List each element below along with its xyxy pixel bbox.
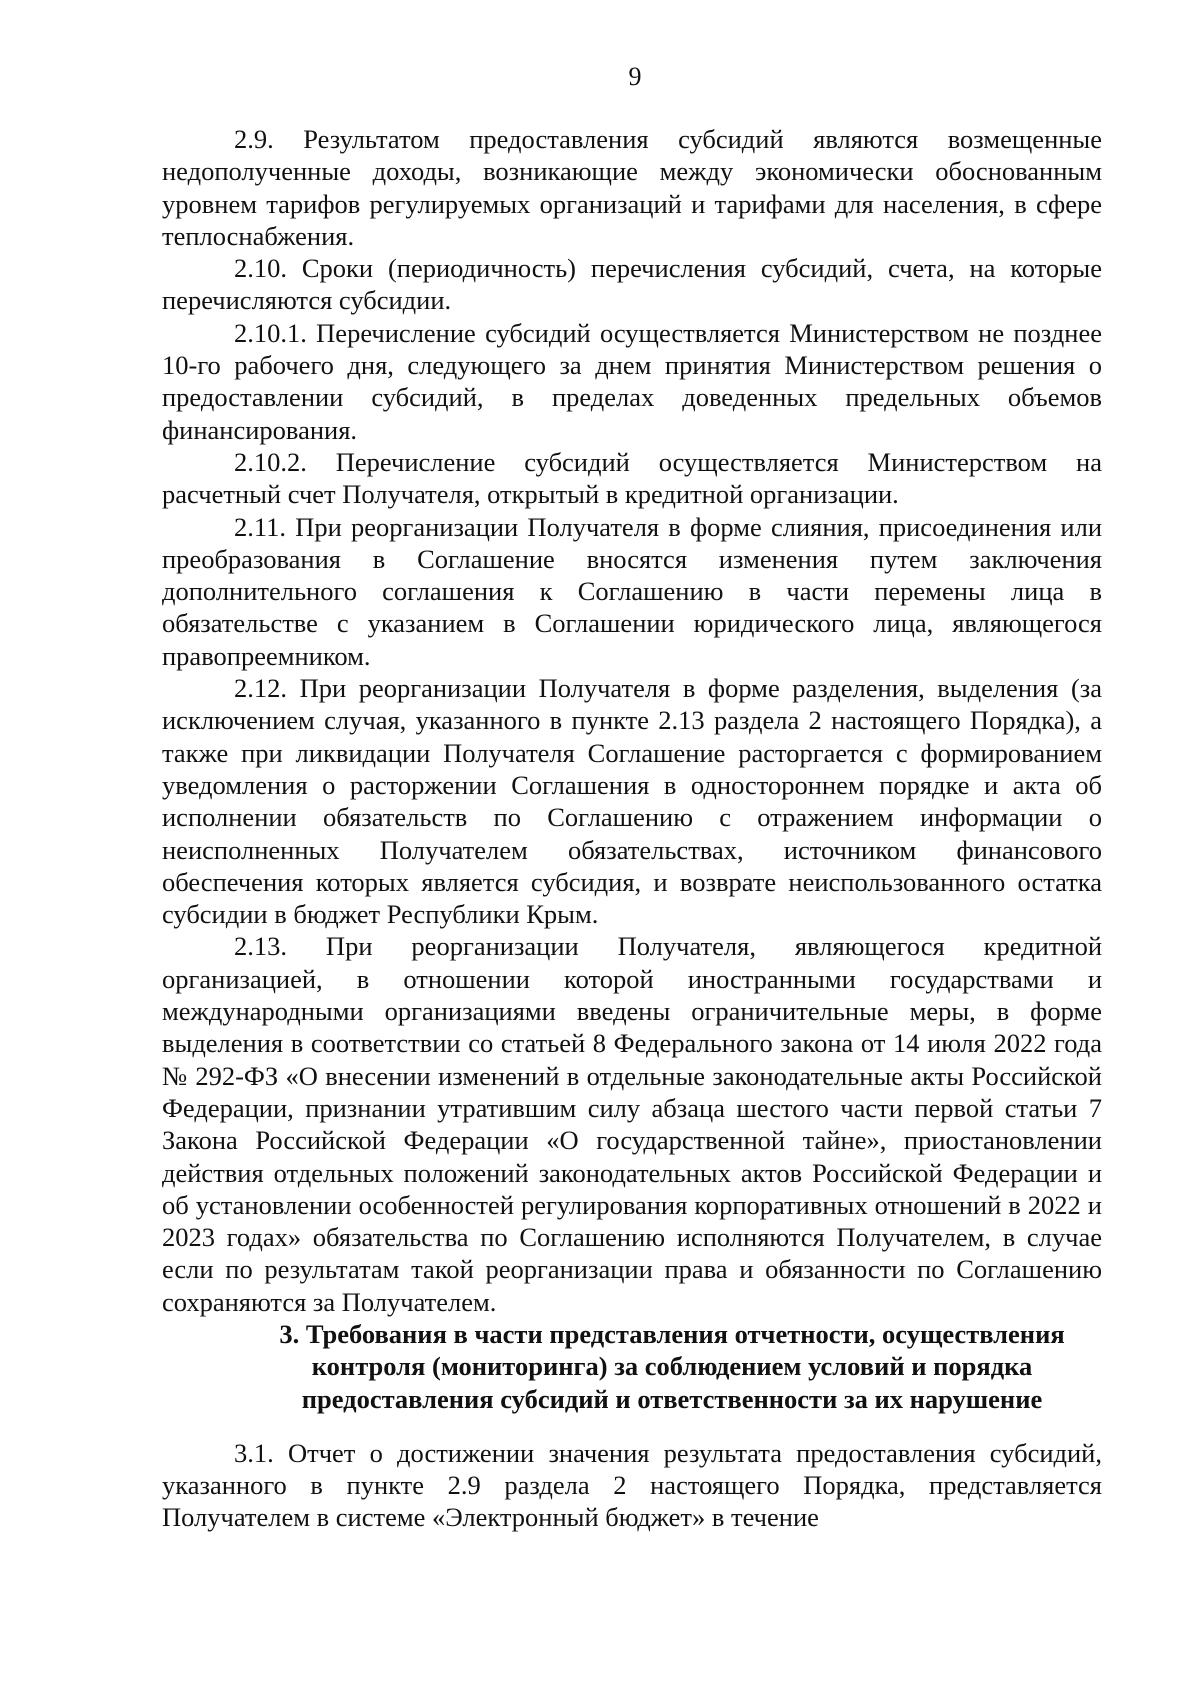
document-body bbox=[162, 123, 1102, 1534]
paragraph-3-1: 3.1. Отчет о достижении значения результата предоставления субсидий, указанного в пункте 2.9 раздела 2 настоящего Порядка, представляется Получателем в системе «Электронный бюджет» в течение bbox=[162, 1437, 1102, 1533]
paragraph-2-13: 2.13. При реорганизации Получателя, являющегося кредитной организацией, в отношении которой иностранными государствами и международными организациями введены ограничительные меры, в форме выделения в соответствии со статьей 8 Федерального закона от 14 июля 2022 года № 292-ФЗ «О внесении изменений в отдельные законодательные акты Российской Федерации, признании утратившим силу абзаца шестого части первой статьи 7 Закона Российской Федерации «О государственной тайне», приостановлении действия отдельных положений законодательных актов Российской Федерации и об установлении особенностей регулирования корпоративных отношений в 2022 и 2023 годах» обязательства по Соглашению исполняются Получателем, в случае если по результатам такой реорганизации права и обязанности по Соглашению сохраняются за Получателем. bbox=[162, 931, 1102, 1317]
paragraph-2-9: 2.9. Результатом предоставления субсидий являются возмещенные недополученные доходы, возникающие между экономически обоснованным уровнем тарифов регулируемых организаций и тарифами для населения, в сфере теплоснабжения. bbox=[162, 124, 1102, 251]
paragraph-2-10-1: 2.10.1. Перечисление субсидий осуществляется Министерством не позднее 10-го рабочего дня, следующего за днем принятия Министерством решения о предоставлении субсидий, в пределах доведенных предельных объемов финансирования. bbox=[162, 317, 1102, 445]
page-number: 9 bbox=[628, 62, 642, 91]
paragraph-2-12: 2.12. При реорганизации Получателя в форме разделения, выделения (за исключением случая, указанного в пункте 2.13 раздела 2 настоящего Порядка), а также при ликвидации Получателя Соглашение расторгается с формированием уведомления о расторжении Соглашения в одностороннем порядке и акта об исполнении обязательств по Соглашению с отражением информации о неисполненных Получателем обязательствах, источником финансового обеспечения которых является субсидия, и возврате неиспользованного остатка субсидии в бюджет Республики Крым. bbox=[162, 673, 1102, 930]
section-3-heading: 3. Требования в части представления отчетности, осуществления контроля (мониторинга) за соблюдением условий и порядка предоставления субсидий и ответственности за их нарушение bbox=[279, 1318, 1065, 1414]
paragraph-2-10-2: 2.10.2. Перечисление субсидий осуществляется Министерством на расчетный счет Получателя, открытый в кредитной организации. bbox=[162, 446, 1102, 510]
heading-spacer bbox=[162, 1415, 1102, 1437]
paragraph-2-11: 2.11. При реорганизации Получателя в форме слияния, присоединения или преобразования в Соглашение вносятся изменения путем заключения дополнительного соглашения к Соглашению в части перемены лица в обязательстве с указанием в Соглашении юридического лица, являющегося правопреемником. bbox=[162, 511, 1102, 671]
paragraph-2-10: 2.10. Сроки (периодичность) перечисления субсидий, счета, на которые перечисляются субсидии. bbox=[162, 253, 1102, 316]
